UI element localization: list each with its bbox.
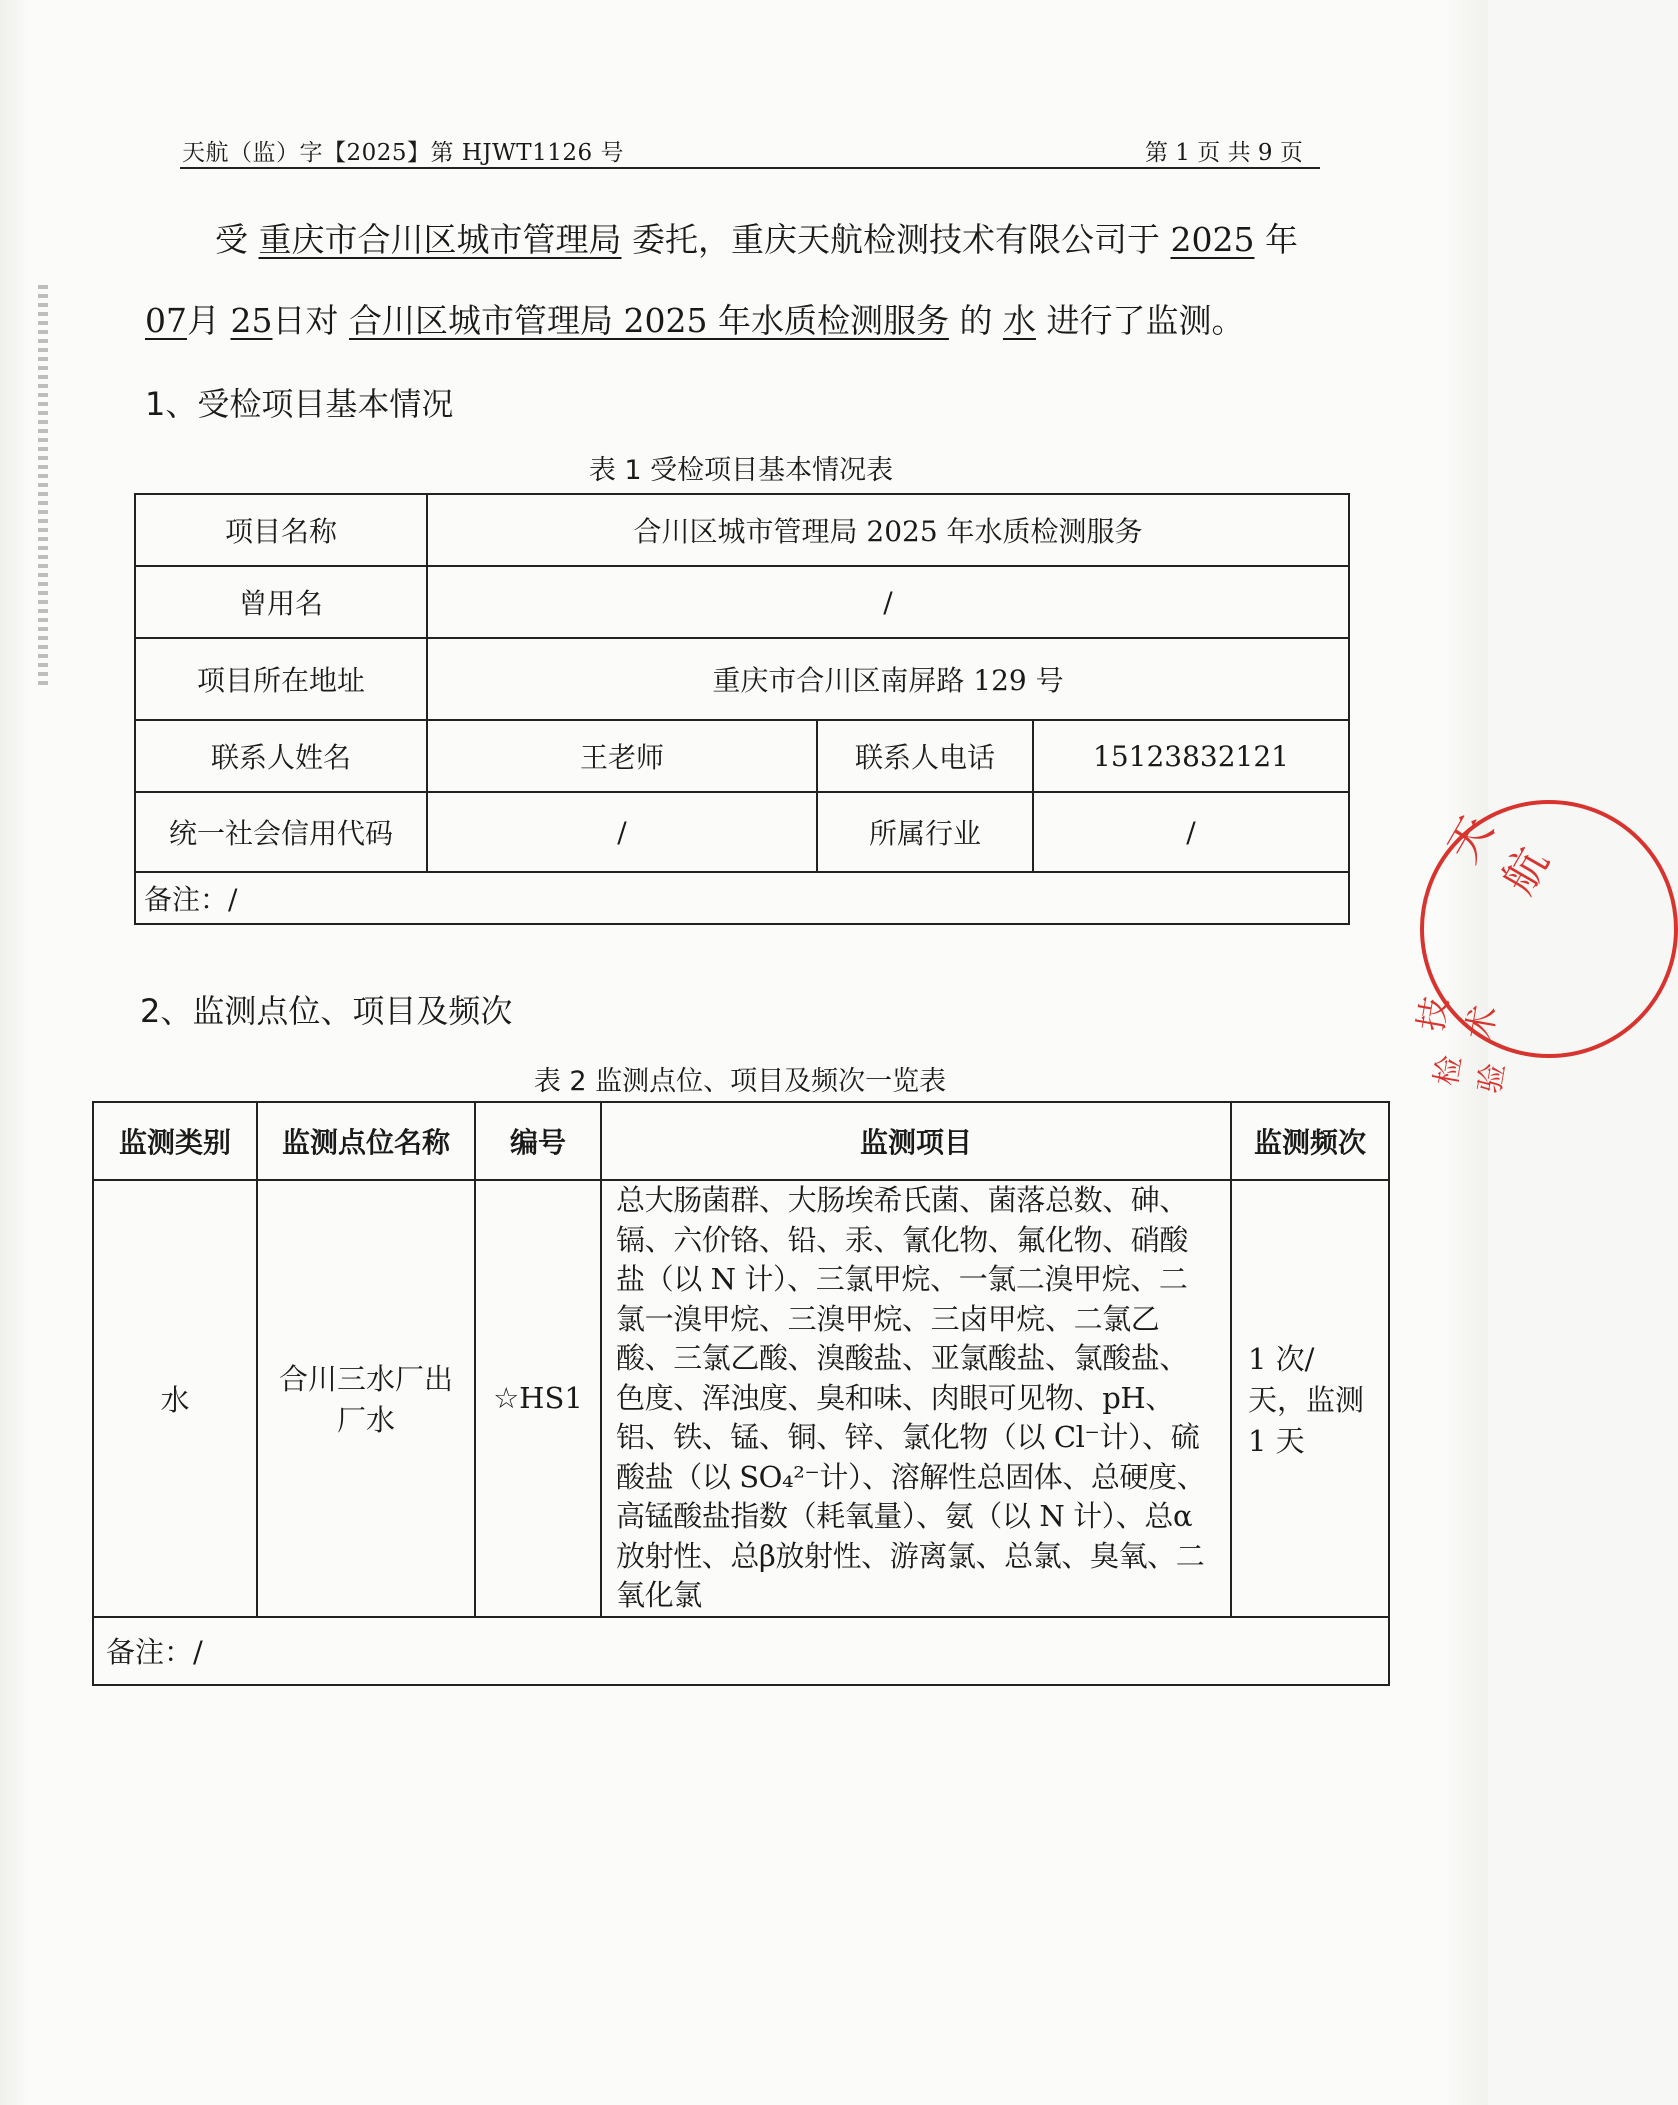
label-industry: 所属行业 — [817, 792, 1033, 872]
value-phone: 15123832121 — [1033, 720, 1349, 792]
table-monitoring — [92, 1101, 1390, 1686]
table-row — [135, 566, 1349, 638]
cell-site: 合川三水厂出厂水 — [257, 1180, 475, 1617]
cell-frequency: 1 次/天，监测 1 天 — [1231, 1180, 1389, 1617]
col-header-items: 监测项目 — [601, 1102, 1231, 1180]
document-number: 天航（监）字【2025】第 HJWT1126 号 — [182, 140, 624, 166]
label-alias: 曾用名 — [135, 566, 427, 638]
col-header-code: 编号 — [475, 1102, 601, 1180]
seal-text: 技术 — [1411, 993, 1505, 1043]
intro-text: 日对 — [272, 301, 339, 340]
cell-category: 水 — [93, 1180, 257, 1617]
table-2-caption: 表 2 监测点位、项目及频次一览表 — [533, 1066, 947, 1097]
client-name: 重庆市合川区城市管理局 — [258, 220, 622, 259]
value-credit-code: / — [427, 792, 817, 872]
label-credit-code: 统一社会信用代码 — [135, 792, 427, 872]
table-header-row — [93, 1102, 1389, 1180]
cell-items: 总大肠菌群、大肠埃希氏菌、菌落总数、砷、镉、六价铬、铅、汞、氰化物、氟化物、硝酸盐（以 N 计）、三氯甲烷、一氯二溴甲烷、二氯一溴甲烷、三溴甲烷、三卤甲烷、二氯乙酸、三氯乙酸、溴酸盐、亚氯酸盐、氯酸盐、色度、浑浊度、臭和味、肉眼可见物、pH、铝、铁、锰、铜、锌、氯化物（以 Cl⁻计）、硫酸盐（以 SO₄²⁻计）、溶解性总固体、总硬度、高锰酸盐指数（耗氧量）、氨（以 N 计）、总α放射性、总β放射性、游离氯、总氯、臭氧、二氧化氯 — [601, 1180, 1231, 1617]
col-header-category: 监测类别 — [93, 1102, 257, 1180]
intro-line-2 — [145, 301, 1245, 340]
intro-text: 月 — [187, 301, 220, 340]
label-phone: 联系人电话 — [817, 720, 1033, 792]
intro-text: 委托，重庆天航检测技术有限公司于 — [632, 220, 1160, 259]
cell-code: ☆HS1 — [475, 1180, 601, 1617]
label-contact: 联系人姓名 — [135, 720, 427, 792]
section-2-title: 2、监测点位、项目及频次 — [140, 992, 513, 1030]
table-row — [93, 1617, 1389, 1685]
day-value: 25 — [230, 301, 273, 340]
value-address: 重庆市合川区南屏路 129 号 — [427, 638, 1349, 720]
table-project-info — [134, 493, 1350, 925]
medium-value: 水 — [1002, 301, 1036, 340]
value-project-name: 合川区城市管理局 2025 年水质检测服务 — [427, 494, 1349, 566]
table-2-note: 备注：/ — [93, 1617, 1389, 1685]
table-row — [135, 872, 1349, 924]
table-row — [135, 720, 1349, 792]
page-info: 第 1 页 共 9 页 — [1145, 140, 1303, 166]
table-1-caption: 表 1 受检项目基本情况表 — [588, 455, 894, 486]
col-header-site: 监测点位名称 — [257, 1102, 475, 1180]
year-value: 2025 — [1170, 220, 1255, 259]
binding-marks — [38, 285, 48, 690]
table-row — [93, 1180, 1389, 1617]
intro-line-1 — [215, 220, 1298, 259]
month-value: 07 — [145, 301, 187, 340]
intro-text: 受 — [215, 220, 248, 259]
value-industry: / — [1033, 792, 1349, 872]
label-project-name: 项目名称 — [135, 494, 427, 566]
section-1-title: 1、受检项目基本情况 — [145, 385, 454, 423]
header-rule — [180, 167, 1320, 169]
intro-text: 年 — [1264, 220, 1298, 259]
col-header-frequency: 监测频次 — [1231, 1102, 1389, 1180]
project-name: 合川区城市管理局 2025 年水质检测服务 — [349, 301, 949, 340]
label-address: 项目所在地址 — [135, 638, 427, 720]
intro-text: 进行了监测。 — [1046, 301, 1245, 340]
seal-text: 检验 — [1429, 1052, 1513, 1097]
value-contact: 王老师 — [427, 720, 817, 792]
table-row — [135, 638, 1349, 720]
table-1-note: 备注：/ — [135, 872, 1349, 924]
table-row — [135, 494, 1349, 566]
intro-text: 的 — [959, 301, 993, 340]
table-row — [135, 792, 1349, 872]
value-alias: / — [427, 566, 1349, 638]
seal-text: 天航 — [1437, 807, 1560, 903]
